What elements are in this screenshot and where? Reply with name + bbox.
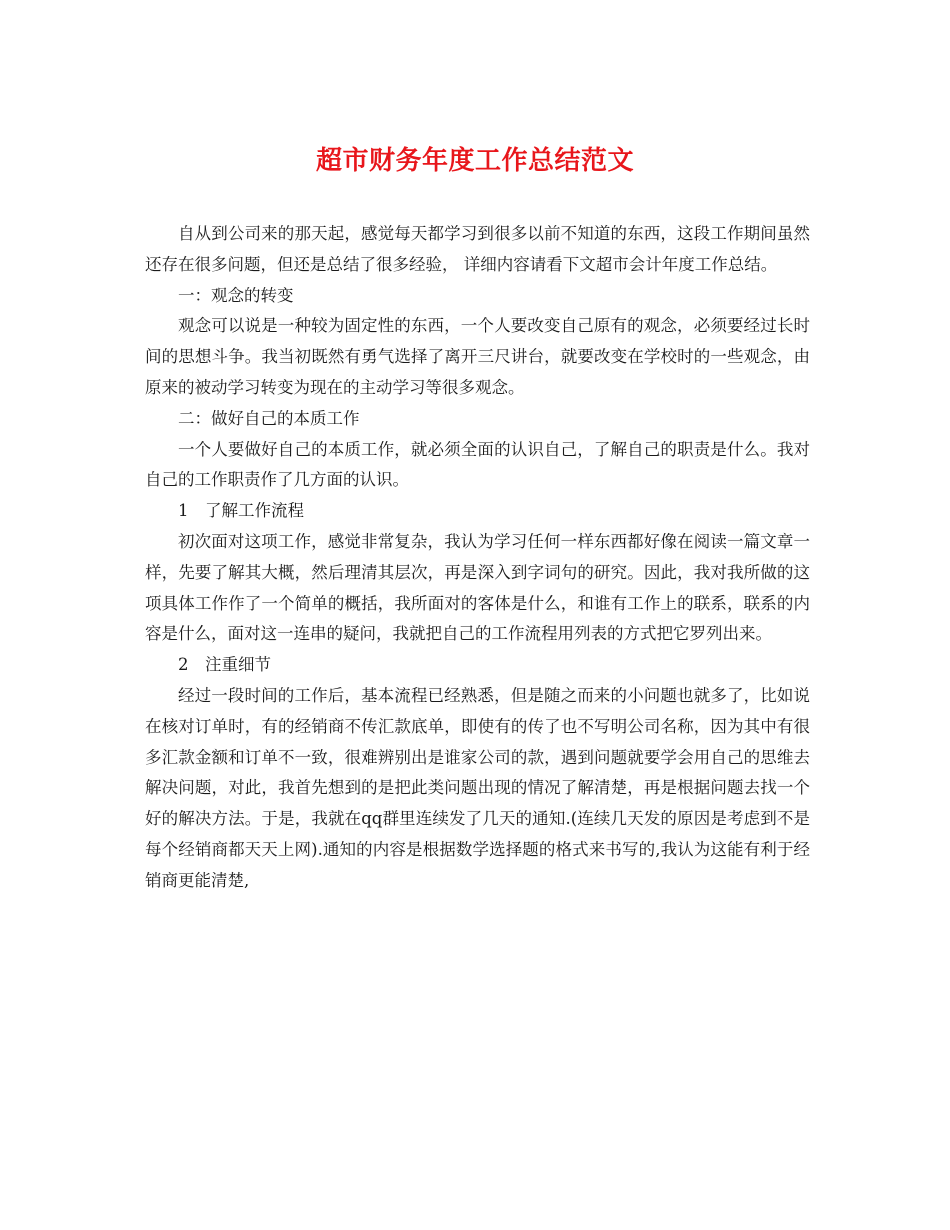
section-heading-concept-change: 一：观念的转变 <box>178 285 294 305</box>
paragraph-intro: 自从到公司来的那天起，感觉每天都学习到很多以前不知道的东西，这段工作期间虽然还存在很多问题，但还是总结了很多经验， 详细内容请看下文超市会计年度工作总结。 <box>145 224 810 274</box>
document-title: 超市财务年度工作总结范文 <box>315 146 634 176</box>
paragraph-details: 经过一段时间的工作后，基本流程已经熟悉，但是随之而来的小问题也就多了，比如说在核对订单时，有的经销商不传汇款底单，即使有的传了也不写明公司名称，因为其中有很多汇款金额和订单不一致，很难辨别出是谁家公司的款，遇到问题就要学会用自己的思维去解决问题，对此，我首先想到的是把此类问题出现的情况了解清楚，再是根据问题去找一个好的解决方法。于是，我就在qq群里连续发了几天的通知.(连续几天发的原因是考虑到不是每个经销商都天天上网).通知的内容是根据数学选择题的格式来书写的,我认为这能有利于经销商更能清楚, <box>145 685 810 890</box>
subsection-heading-details: 2 注重细节 <box>178 655 271 675</box>
section-heading-own-work: 二：做好自己的本质工作 <box>178 408 360 428</box>
paragraph-concept-change: 观念可以说是一种较为固定性的东西，一个人要改变自己原有的观念，必须要经过长时间的思想斗争。我当初既然有勇气选择了离开三尺讲台，就要改变在学校时的一些观念，由原来的被动学习转变为现在的主动学习等很多观念。 <box>145 316 810 397</box>
subsection-heading-workflow: 1 了解工作流程 <box>178 501 304 521</box>
paragraph-workflow: 初次面对这项工作，感觉非常复杂，我认为学习任何一样东西都好像在阅读一篇文章一样，先要了解其大概，然后理清其层次，再是深入到字词句的研究。因此，我对我所做的这项具体工作作了一个简单的概括，我所面对的客体是什么，和谁有工作上的联系，联系的内容是什么，面对这一连串的疑问，我就把自己的工作流程用列表的方式把它罗列出来。 <box>145 531 810 644</box>
paragraph-own-work: 一个人要做好自己的本质工作，就必须全面的认识自己，了解自己的职责是什么。我对自己的工作职责作了几方面的认识。 <box>145 439 810 490</box>
document-body <box>145 219 810 897</box>
